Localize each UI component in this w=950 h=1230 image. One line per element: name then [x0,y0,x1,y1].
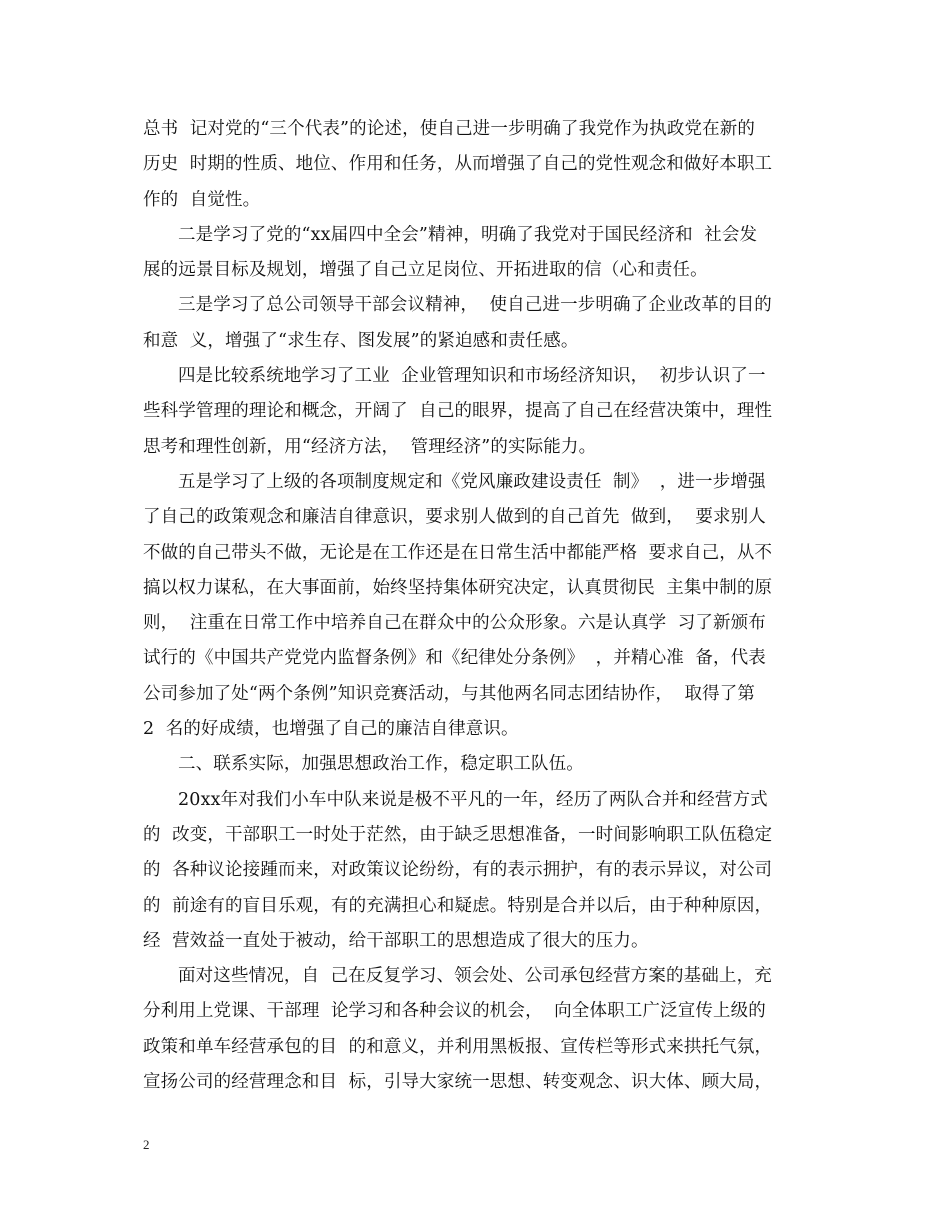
text-line: 的 改变，干部职工一时处于茫然，由于缺乏思想准备，一时间影响职工队伍稳定 [143,824,773,845]
section-heading: 二、联系实际，加强思想政治工作，稳定职工队伍。 [178,754,584,775]
text-line: 思考和理性创新，用“经济方法， 管理经济”的实际能力。 [143,436,597,457]
paragraph-first-line: 五是学习了上级的各项制度规定和《党风廉政建设责任 制》 ，进一步增强 [178,471,766,492]
text-line: 的 前途有的盲目乐观，有的充满担心和疑虑。特别是合并以后，由于种种原因， [143,895,773,916]
paragraph-first-line: 三是学习了总公司领导干部会议精神， 使自己进一步明确了企业改革的目的 [178,295,772,316]
text-line: 作的 自觉性。 [143,189,261,210]
body-text [143,112,811,1100]
text-line: 了自己的政策观念和廉洁自律意识，要求别人做到的自己首先 做到， 要求别人 [143,507,766,528]
page-number: 2 [143,1137,150,1152]
paragraph-first-line: 四是比较系统地学习了工业 企业管理知识和市场经济知识， 初步认识了一 [178,366,766,387]
text-line: 公司参加了处“两个条例”知识竞赛活动，与其他两名同志团结协作， 取得了第 [143,683,756,704]
text-line: 搞以权力谋私，在大事面前，始终坚持集体研究决定，认真贯彻民 主集中制的原 [143,577,773,598]
text-line: 历史 时期的性质、地位、作用和任务，从而增强了自己的党性观念和做好本职工 [143,154,773,175]
text-line: 经 营效益一直处于被动，给干部职工的思想造成了很大的压力。 [143,930,649,951]
text-line: 些科学管理的理论和概念，开阔了 自己的眼界，提高了自己在经营决策中，理性 [143,401,773,422]
paragraph-first-line: 二是学习了党的“xx届四中全会”精神，明确了我党对于国民经济和 社会发 [178,224,758,245]
text-line: 的 各种议论接踵而来，对政策议论纷纷，有的表示拥护，有的表示异议，对公司 [143,860,773,881]
text-line: 展的远景目标及规划，增强了自己立足岗位、开拓进取的信（心和责任。 [143,260,708,281]
paragraph-first-line: 面对这些情况，自 己在反复学习、领会处、公司承包经营方案的基础上，充 [178,966,772,987]
text-line: 2 名的好成绩，也增强了自己的廉洁自律意识。 [143,719,519,740]
text-line: 则， 注重在日常工作中培养自己在群众中的公众形象。六是认真学 习了新颁布 [143,613,766,634]
paragraph-first-line: 20xx年对我们小车中队来说是极不平凡的一年，经历了两队合并和经营方式 [178,789,768,810]
text-line: 试行的《中国共产党党内监督条例》和《纪律处分条例》 ，并精心准 备，代表 [143,648,766,669]
text-line: 宣扬公司的经营理念和目 标，引导大家统一思想、转变观念、识大体、顾大局， [143,1072,773,1093]
text-line: 和意 义，增强了“求生存、图发展”的紧迫感和责任感。 [143,330,579,351]
text-line: 分利用上党课、干部理 论学习和各种会议的机会， 向全体职工广泛宣传上级的 [143,1001,766,1022]
text-line: 政策和单车经营承包的目 的和意义，并利用黑板报、宣传栏等形式来拱托气氛， [143,1036,773,1057]
text-line: 不做的自己带头不做，无论是在工作还是在日常生活中都能严格 要求自己，从不 [143,542,773,563]
text-line: 总书 记对党的“三个代表”的论述，使自己进一步明确了我党作为执政党在新的 [143,119,756,139]
